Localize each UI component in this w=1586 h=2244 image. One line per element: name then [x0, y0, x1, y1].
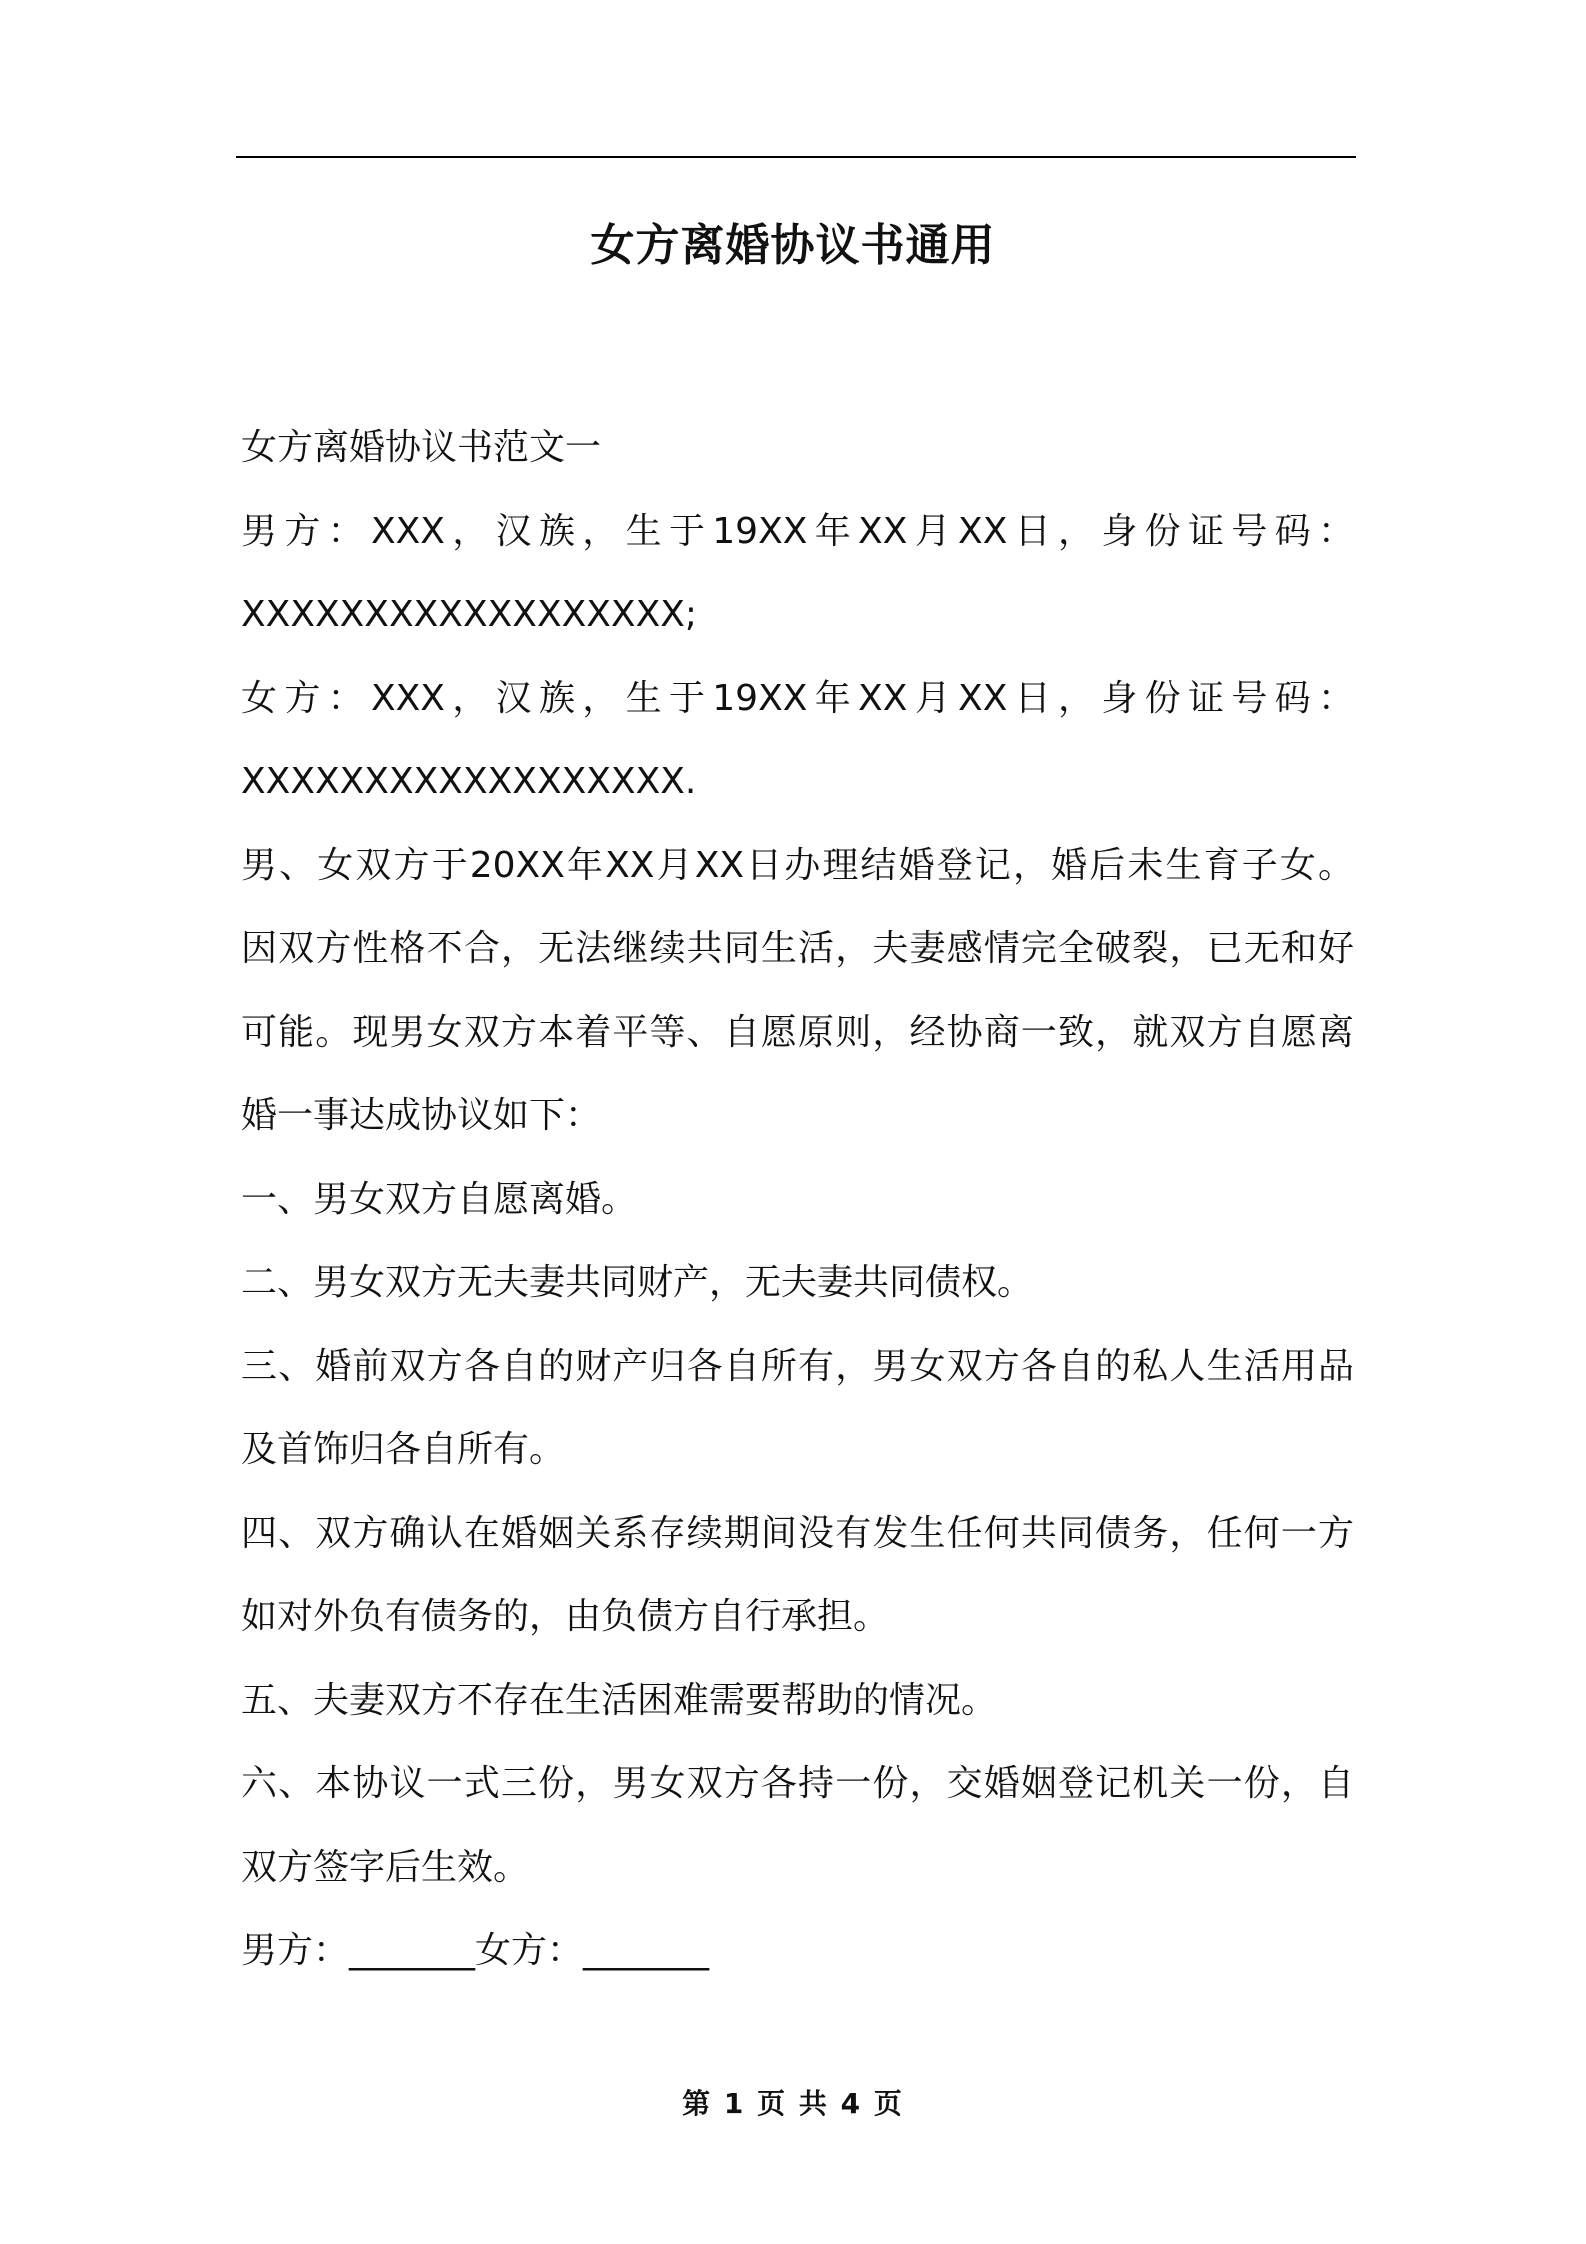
clause-item: 六、本协议一式三份，男女双方各持一份，交婚姻登记机关一份，自 [241, 1763, 1354, 1804]
clause-item-continued: 及首饰归各自所有。 [241, 1429, 566, 1470]
document-body [241, 406, 1354, 1993]
party-male-line: 男方：XXX，汉族，生于19XX年XX月XX日，身份证号码： [241, 510, 1354, 552]
clause-item-continued: 如对外负有债务的，由负债方自行承担。 [241, 1596, 890, 1637]
clause-item: 五、夫妻双方不存在生活困难需要帮助的情况。 [241, 1679, 998, 1721]
paragraph-line: 可能。现男女双方本着平等、自愿原则，经协商一致，就双方自愿离 [241, 1011, 1354, 1053]
paragraph-line: 因双方性格不合，无法继续共同生活，夫妻感情完全破裂，已无和好 [241, 928, 1354, 969]
clause-item: 三、婚前双方各自的财产归各自所有，男女双方各自的私人生活用品 [241, 1345, 1354, 1387]
header-rule [236, 156, 1356, 158]
page-footer: 第 1 页 共 4 页 [682, 2087, 904, 2120]
paragraph-line: 婚一事达成协议如下： [241, 1095, 602, 1136]
clause-item-continued: 双方签字后生效。 [241, 1846, 530, 1888]
clause-item: 四、双方确认在婚姻关系存续期间没有发生任何共同债务，任何一方 [241, 1512, 1354, 1554]
paragraph-line: 男、女双方于20XX年XX月XX日办理结婚登记，婚后未生育子女。 [241, 844, 1354, 886]
signature-line: 男方：_______女方：_______ [241, 1930, 710, 1971]
clause-item: 二、男女双方无夫妻共同财产，无夫妻共同债权。 [241, 1262, 1034, 1303]
document-title: 女方离婚协议书通用 [590, 220, 996, 271]
party-male-id-line: XXXXXXXXXXXXXXXXXX; [241, 594, 698, 635]
party-female-id-line: XXXXXXXXXXXXXXXXXX. [241, 761, 697, 802]
section-heading: 女方离婚协议书范文一 [241, 427, 602, 468]
clause-item: 一、男女双方自愿离婚。 [241, 1178, 638, 1220]
party-female-line: 女方：XXX，汉族，生于19XX年XX月XX日，身份证号码： [241, 677, 1354, 719]
